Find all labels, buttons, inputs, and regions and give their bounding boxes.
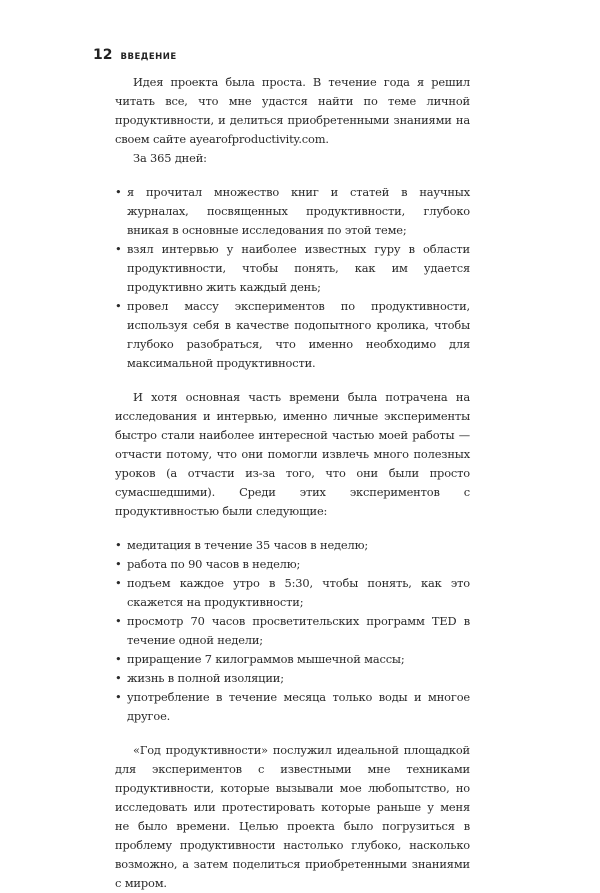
- list-item: • подъем каждое утро в 5:30, чтобы понять, как это скажется на продуктивности;: [115, 574, 470, 612]
- experiments-paragraph: И хотя основная часть времени была потрачена на исследования и интервью, именно личные эксперименты быстро стали наиболее интересной частью моей работы — отчасти потому, что они помогли извлечь много полезных уроков (а отчасти из-за того, что они были просто сумасшедшими). Среди этих экспериментов с продуктивностью были следующие:: [115, 390, 470, 518]
- days-line: За 365 дней:: [133, 151, 207, 165]
- list-item: • просмотр 70 часов просветительских программ TED в течение одной недели;: [115, 612, 470, 650]
- list-item: • употребление в течение месяца только воды и многое другое.: [115, 688, 470, 726]
- page-body: [115, 73, 470, 893]
- list-item: • я прочитал множество книг и статей в научных журналах, посвященных продуктивности, глубоко вникая в основные исследования по этой теме;: [115, 183, 470, 240]
- intro-paragraph: Идея проекта была проста. В течение года я решил читать все, что мне удастся найти по теме личной продуктивности, и делиться приобретенными знаниями на своем сайте ayearofproductivity.com.: [115, 75, 470, 146]
- list-item: • приращение 7 килограммов мышечной массы;: [115, 650, 470, 669]
- list-item: • взял интервью у наиболее известных гуру в области продуктивности, чтобы понять, как им удается продуктивно жить каждый день;: [115, 240, 470, 297]
- list-item: • провел массу экспериментов по продуктивности, используя себя в качестве подопытного кролика, чтобы глубоко разобраться, что именно необходимо для максимальной продуктивности.: [115, 297, 470, 373]
- list-item: • жизнь в полной изоляции;: [115, 669, 470, 688]
- list-item: • работа по 90 часов в неделю;: [115, 555, 470, 574]
- list-item: • медитация в течение 35 часов в неделю;: [115, 536, 470, 555]
- section-title: ВВЕДЕНИЕ: [120, 52, 177, 62]
- experiments-list: [115, 536, 470, 726]
- running-header: [93, 47, 177, 63]
- page-number: 12: [93, 47, 113, 63]
- achievements-list: [115, 183, 470, 373]
- closing-paragraph: «Год продуктивности» послужил идеальной площадкой для экспериментов с известными мне техниками продуктивности, которые вызывали мое любопытство, но исследовать или протестировать которые раньше у меня не было времени. Целью проекта было погрузиться в проблему продуктивности настолько глубоко, насколько возможно, а затем поделиться приобретенными знаниями с миром.: [115, 743, 470, 890]
